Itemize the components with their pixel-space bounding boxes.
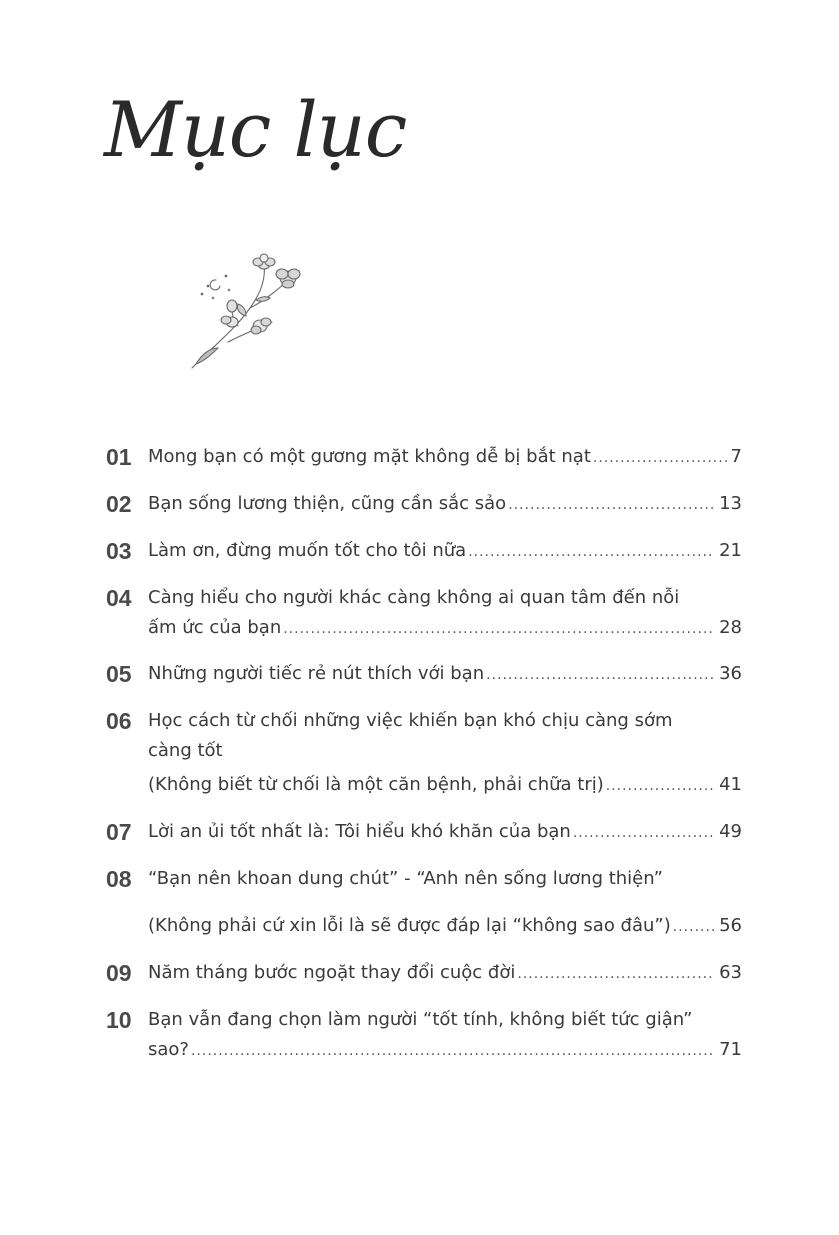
chapter-title-text: Năm tháng bước ngoặt thay đổi cuộc đời: [148, 962, 516, 983]
chapter-title-text: Học cách từ chối những việc khiến bạn khó chịu càng sớm: [148, 710, 673, 731]
chapter-title-text: Càng hiểu cho người khác càng không ai quan tâm đến nỗi: [148, 587, 680, 608]
chapter-title-text: (Không phải cứ xin lỗi là sẽ được đáp lại “không sao đâu”): [148, 915, 671, 936]
page-number: 56: [719, 915, 742, 936]
chapter-number: 07: [106, 819, 132, 845]
chapter-title-text: Mong bạn có một gương mặt không dễ bị bắt nạt: [148, 446, 591, 467]
chapter-number: 02: [106, 491, 132, 517]
chapter-number: 10: [106, 1007, 132, 1033]
chapter-title-line: [148, 1005, 742, 1035]
chapter-number: 04: [106, 585, 132, 611]
chapter-number: 09: [106, 960, 132, 986]
chapter-title-text: Bạn sống lương thiện, cũng cần sắc sảo: [148, 493, 507, 514]
dot-leader: [283, 614, 715, 644]
chapter-title-text: “Bạn nên khoan dung chút” - “Anh nên sống lương thiện”: [148, 868, 664, 889]
dot-leader: [508, 490, 715, 520]
chapter-title-line: [148, 736, 742, 766]
chapter-title-text: Những người tiếc rẻ nút thích với bạn: [148, 663, 485, 684]
chapter-title-text: (Không biết từ chối là một căn bệnh, phải chữa trị): [148, 774, 604, 795]
dot-leader: [468, 537, 715, 567]
page-number: 49: [719, 821, 742, 842]
chapter-title-line: [148, 706, 742, 736]
chapter-number: 03: [106, 538, 132, 564]
chapter-title-line: [148, 958, 742, 989]
chapter-title-text: Làm ơn, đừng muốn tốt cho tôi nữa: [148, 540, 467, 561]
chapter-number: 08: [106, 866, 132, 892]
dot-leader: [606, 771, 715, 801]
chapter-title-text: Lời an ủi tốt nhất là: Tôi hiểu khó khăn của bạn: [148, 821, 571, 842]
chapter-title-line: [148, 536, 742, 567]
chapter-title-text: Bạn vẫn đang chọn làm người “tốt tính, không biết tức giận”: [148, 1009, 693, 1030]
chapter-title-text: sao?: [148, 1039, 189, 1060]
page-number: 7: [730, 446, 742, 467]
chapter-number: 06: [106, 708, 132, 734]
page-number: 13: [719, 493, 742, 514]
chapter-title-text: ấm ức của bạn: [148, 617, 282, 638]
chapter-title-line: [148, 489, 742, 520]
page-number: 21: [719, 540, 742, 561]
page-number: 71: [719, 1039, 742, 1060]
page-number: 63: [719, 962, 742, 983]
chapter-title-line: [148, 583, 742, 613]
dot-leader: [486, 660, 715, 690]
chapter-title-line: [148, 1035, 742, 1066]
chapter-title-line: [148, 659, 742, 690]
page-title: Mục lục: [104, 85, 407, 174]
chapter-title-line: [148, 911, 742, 942]
chapter-title-text: càng tốt: [148, 740, 223, 761]
chapter-title-line: [148, 864, 742, 894]
chapter-number: 05: [106, 661, 132, 687]
dot-leader: [673, 912, 715, 942]
dot-leader: [593, 443, 727, 473]
page-number: 41: [719, 774, 742, 795]
page-number: 36: [719, 663, 742, 684]
chapter-title-line: [148, 770, 742, 801]
chapter-number: 01: [106, 444, 132, 470]
chapter-title-line: [148, 442, 742, 473]
dot-leader: [191, 1036, 715, 1066]
dot-leader: [517, 959, 715, 989]
chapter-title-line: [148, 817, 742, 848]
chapter-title-line: [148, 613, 742, 644]
dot-leader: [573, 818, 715, 848]
page-number: 28: [719, 617, 742, 638]
